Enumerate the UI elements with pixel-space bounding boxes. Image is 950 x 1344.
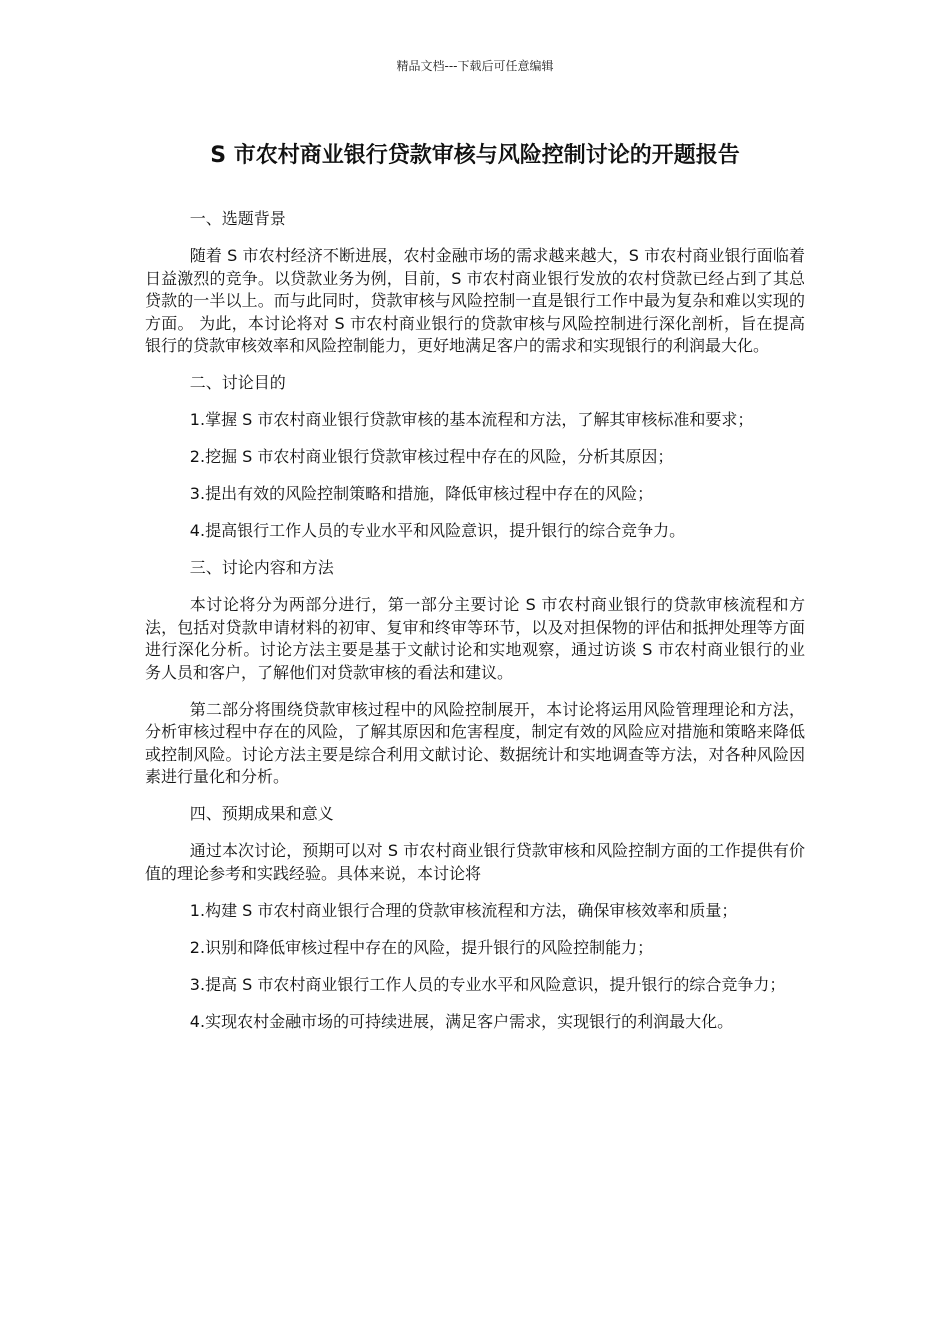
result-item-4: 4.实现农村金融市场的可持续进展，满足客户需求，实现银行的利润最大化。 — [189, 1011, 734, 1031]
page-header-note: 精品文档---下载后可任意编辑 — [396, 59, 554, 73]
document-title: S 市农村商业银行贷款审核与风险控制讨论的开题报告 — [210, 143, 740, 168]
paragraph-background: 随着 S 市农村经济不断进展，农村金融市场的需求越来越大，S 市农村商业银行面临着日益激烈的竞争。以贷款业务为例，目前，S 市农村商业银行发放的农村贷款已经占到了其总贷款的一半以上。而与此同时，贷款审核与风险控制一直是银行工作中最为复杂和难以实现的方面。 为此，本讨论将对 S 市农村商业银行的贷款审核与风险控制进行深化剖析，旨在提高银行的贷款审核效率和风险控制能力，更好地满足客户的需求和实现银行的利润最大化。 — [145, 246, 805, 355]
result-item-3: 3.提高 S 市农村商业银行工作人员的专业水平和风险意识，提升银行的综合竞争力； — [189, 974, 786, 994]
result-item-2: 2.识别和降低审核过程中存在的风险，提升银行的风险控制能力； — [189, 937, 654, 957]
section-heading-expected-results: 四、预期成果和意义 — [189, 804, 334, 823]
section-heading-content-methods: 三、讨论内容和方法 — [189, 558, 334, 577]
paragraph-expected-intro: 通过本次讨论，预期可以对 S 市农村商业银行贷款审核和风险控制方面的工作提供有价值的理论参考和实践经验。具体来说，本讨论将 — [145, 841, 805, 883]
document-body — [145, 208, 805, 1048]
objective-item-3: 3.提出有效的风险控制策略和措施，降低审核过程中存在的风险； — [189, 484, 654, 503]
objective-item-2: 2.挖掘 S 市农村商业银行贷款审核过程中存在的风险，分析其原因； — [189, 447, 674, 466]
section-heading-background: 一、选题背景 — [189, 209, 286, 228]
paragraph-part-one: 本讨论将分为两部分进行，第一部分主要讨论 S 市农村商业银行的贷款审核流程和方法，包括对贷款申请材料的初审、复审和终审等环节，以及对担保物的评估和抵押处理等方面进行深化分析。讨论方法主要是基于文献讨论和实地观察，通过访谈 S 市农村商业银行的业务人员和客户，了解他们对贷款审核的看法和建议。 — [145, 595, 805, 682]
objective-item-4: 4.提高银行工作人员的专业水平和风险意识，提升银行的综合竞争力。 — [189, 521, 686, 540]
section-heading-objectives: 二、讨论目的 — [189, 373, 286, 392]
result-item-1: 1.构建 S 市农村商业银行合理的贷款审核流程和方法，确保审核效率和质量； — [189, 900, 738, 920]
objective-item-1: 1.掌握 S 市农村商业银行贷款审核的基本流程和方法，了解其审核标准和要求； — [189, 410, 754, 429]
paragraph-part-two: 第二部分将围绕贷款审核过程中的风险控制展开，本讨论将运用风险管理理论和方法，分析审核过程中存在的风险，了解其原因和危害程度，制定有效的风险应对措施和策略来降低或控制风险。讨论方法主要是综合利用文献讨论、数据统计和实地调查等方法，对各种风险因素进行量化和分析。 — [145, 699, 805, 786]
